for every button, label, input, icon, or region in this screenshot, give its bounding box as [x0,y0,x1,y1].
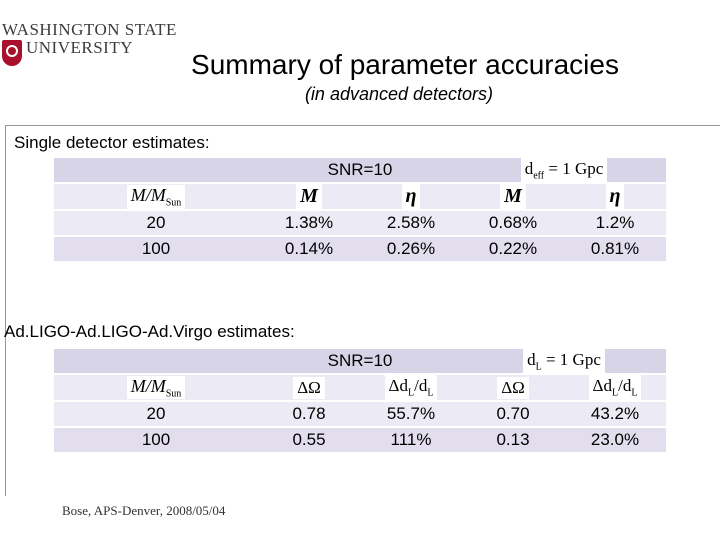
mass-ratio-header: $M/M_{Sun}$ [54,184,258,209]
value-cell: 23.0% [564,428,666,452]
value-cell: 0.70 [462,402,564,426]
distance-label: $d_L = 1$ Gpc [462,349,666,373]
value-cell: 0.68% [462,211,564,235]
snr-label: SNR=10 [258,349,462,373]
single-detector-table [54,156,666,263]
col-symbol: ΔΩ [258,375,360,399]
table-header-row [54,158,666,182]
table-row [54,428,666,452]
mass-cell: 100 [54,237,258,261]
value-cell: 43.2% [564,402,666,426]
value-cell: 0.55 [258,428,360,452]
col-symbol: $\Delta d_L/d_L$ [360,375,462,399]
table-subheader-row [54,184,666,209]
value-cell: 0.26% [360,237,462,261]
mass-cell: 20 [54,211,258,235]
network-table [54,347,666,454]
col-symbol: M [462,184,564,209]
col-symbol: M [258,184,360,209]
snr-label: SNR=10 [258,158,462,182]
value-cell: 1.38% [258,211,360,235]
slide-subtitle: (in advanced detectors) [304,84,494,104]
value-cell: 0.22% [462,237,564,261]
col-symbol: η [564,184,666,209]
table-row [54,402,666,426]
logo-line-2: UNIVERSITY [26,38,133,57]
distance-label: $d_{eff} = 1$ Gpc [462,158,666,182]
table-header-row [54,349,666,373]
mass-cell: 100 [54,428,258,452]
value-cell: 1.2% [564,211,666,235]
value-cell: 2.58% [360,211,462,235]
table-subheader-row [54,375,666,399]
value-cell: 0.13 [462,428,564,452]
value-cell: 0.81% [564,237,666,261]
single-detector-label: Single detector estimates: [14,133,210,152]
value-cell: 0.78 [258,402,360,426]
footer-citation: Bose, APS-Denver, 2008/05/04 [62,503,226,518]
value-cell: 55.7% [360,402,462,426]
table-row [54,237,666,261]
value-cell: 111% [360,428,462,452]
table-row [54,211,666,235]
logo-line-1: WASHINGTON STATE [2,20,177,39]
mass-cell: 20 [54,402,258,426]
col-symbol: ΔΩ [462,375,564,399]
slide-title: Summary of parameter accuracies [191,49,619,80]
col-symbol: $\Delta d_L/d_L$ [564,375,666,399]
mass-ratio-header: $M/M_{Sun}$ [54,375,258,399]
network-estimates-label: Ad.LIGO-Ad.LIGO-Ad.Virgo estimates: [4,322,295,341]
col-symbol: η [360,184,462,209]
value-cell: 0.14% [258,237,360,261]
